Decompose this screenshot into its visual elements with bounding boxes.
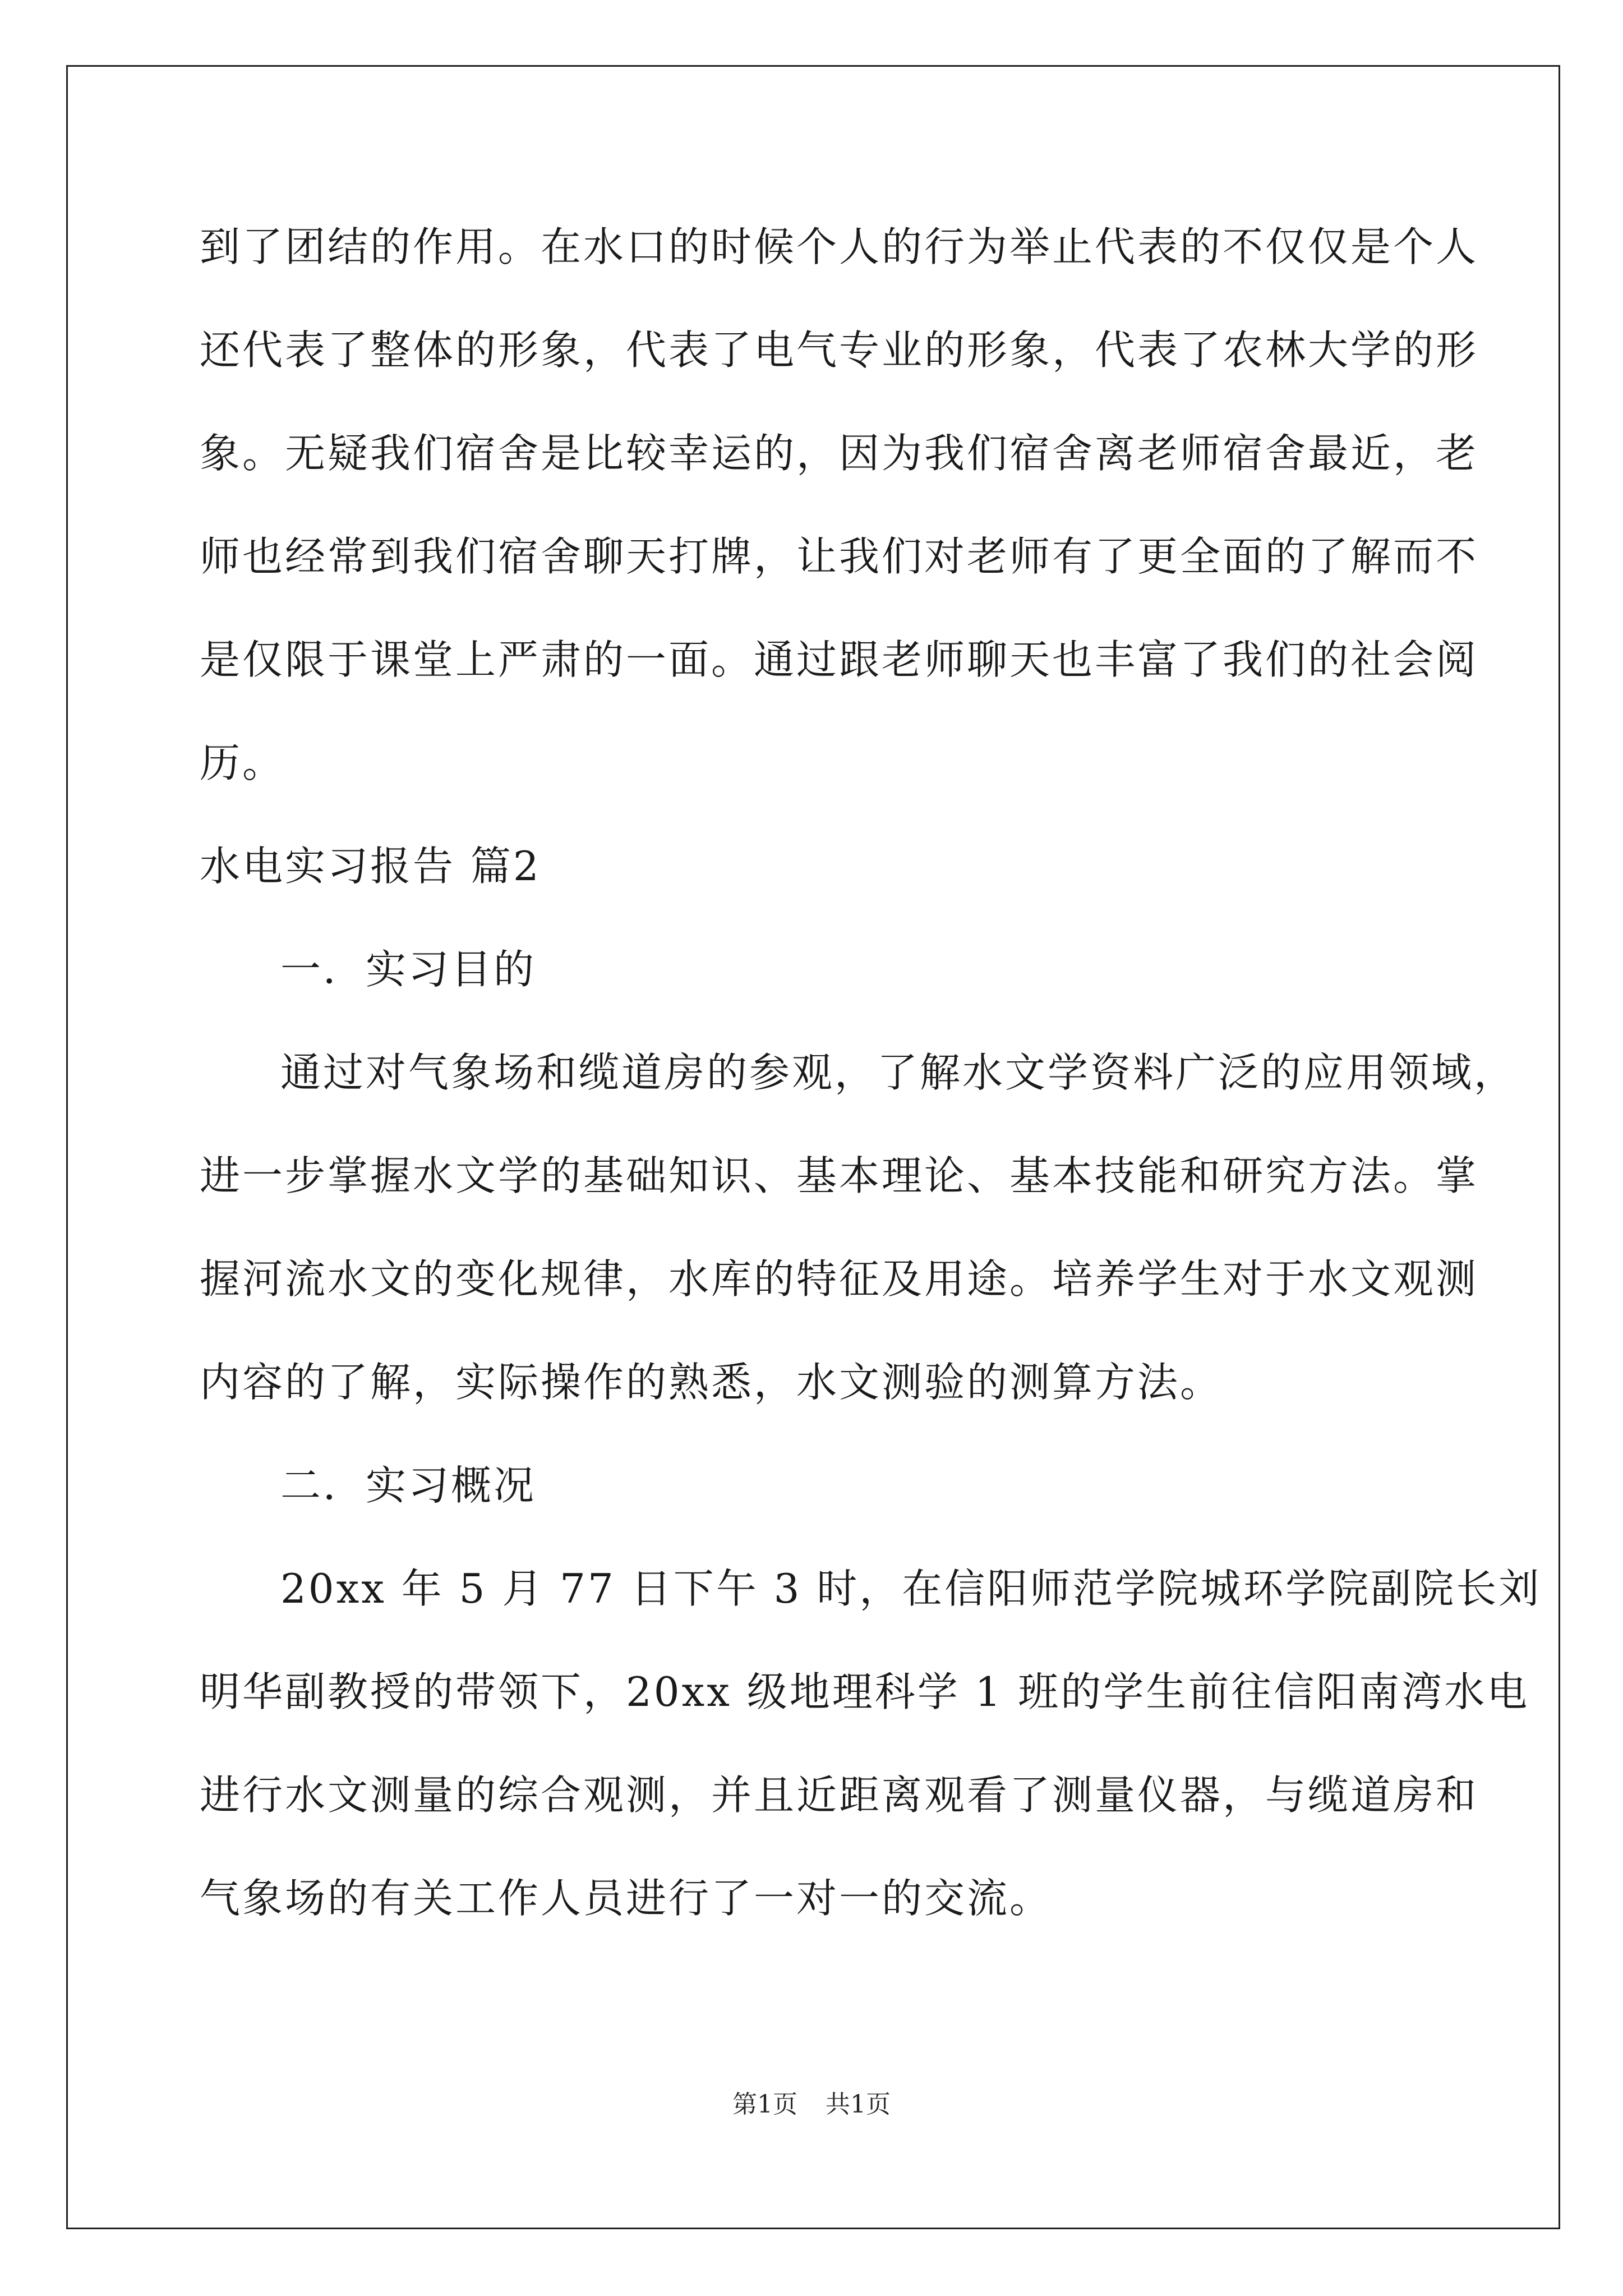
text-line: 水电实习报告 篇2 — [200, 843, 541, 890]
text-line: 一．实习目的 — [280, 946, 537, 993]
text-line: 内容的了解，实际操作的熟悉，水文测验的测算方法。 — [200, 1359, 1223, 1406]
text-line: 到了团结的作用。在水口的时候个人的行为举止代表的不仅仅是个人 — [200, 223, 1479, 270]
text-line: 象。无疑我们宿舍是比较幸运的，因为我们宿舍离老师宿舍最近，老 — [200, 430, 1479, 477]
text-line: 气象场的有关工作人员进行了一对一的交流。 — [200, 1875, 1053, 1922]
text-line: 明华副教授的带领下，20xx 级地理科学 1 班的学生前往信阳南湾水电 — [200, 1668, 1530, 1715]
text-line: 历。 — [200, 739, 285, 786]
page-number: 第1页 — [732, 2090, 797, 2119]
text-line: 20xx 年 5 月 77 日下午 3 时，在信阳师范学院城环学院副院长刘 — [280, 1565, 1542, 1612]
text-line: 师也经常到我们宿舍聊天打牌，让我们对老师有了更全面的了解而不 — [200, 533, 1479, 580]
text-line: 握河流水文的变化规律，水库的特征及用途。培养学生对于水文观测 — [200, 1255, 1479, 1303]
text-line: 通过对气象场和缆道房的参观，了解水文学资料广泛的应用领域， — [280, 1049, 1517, 1096]
text-line: 进一步掌握水文学的基础知识、基本理论、基本技能和研究方法。掌 — [200, 1152, 1479, 1199]
text-line: 是仅限于课堂上严肃的一面。通过跟老师聊天也丰富了我们的社会阅 — [200, 636, 1479, 683]
text-line: 二．实习概况 — [280, 1462, 537, 1509]
page-total: 共1页 — [826, 2090, 891, 2119]
page-footer — [0, 2088, 1623, 2122]
text-line: 进行水文测量的综合观测，并且近距离观看了测量仪器，与缆道房和 — [200, 1772, 1479, 1819]
document-body — [200, 195, 1542, 1950]
text-line: 还代表了整体的形象，代表了电气专业的形象，代表了农林大学的形 — [200, 326, 1479, 374]
